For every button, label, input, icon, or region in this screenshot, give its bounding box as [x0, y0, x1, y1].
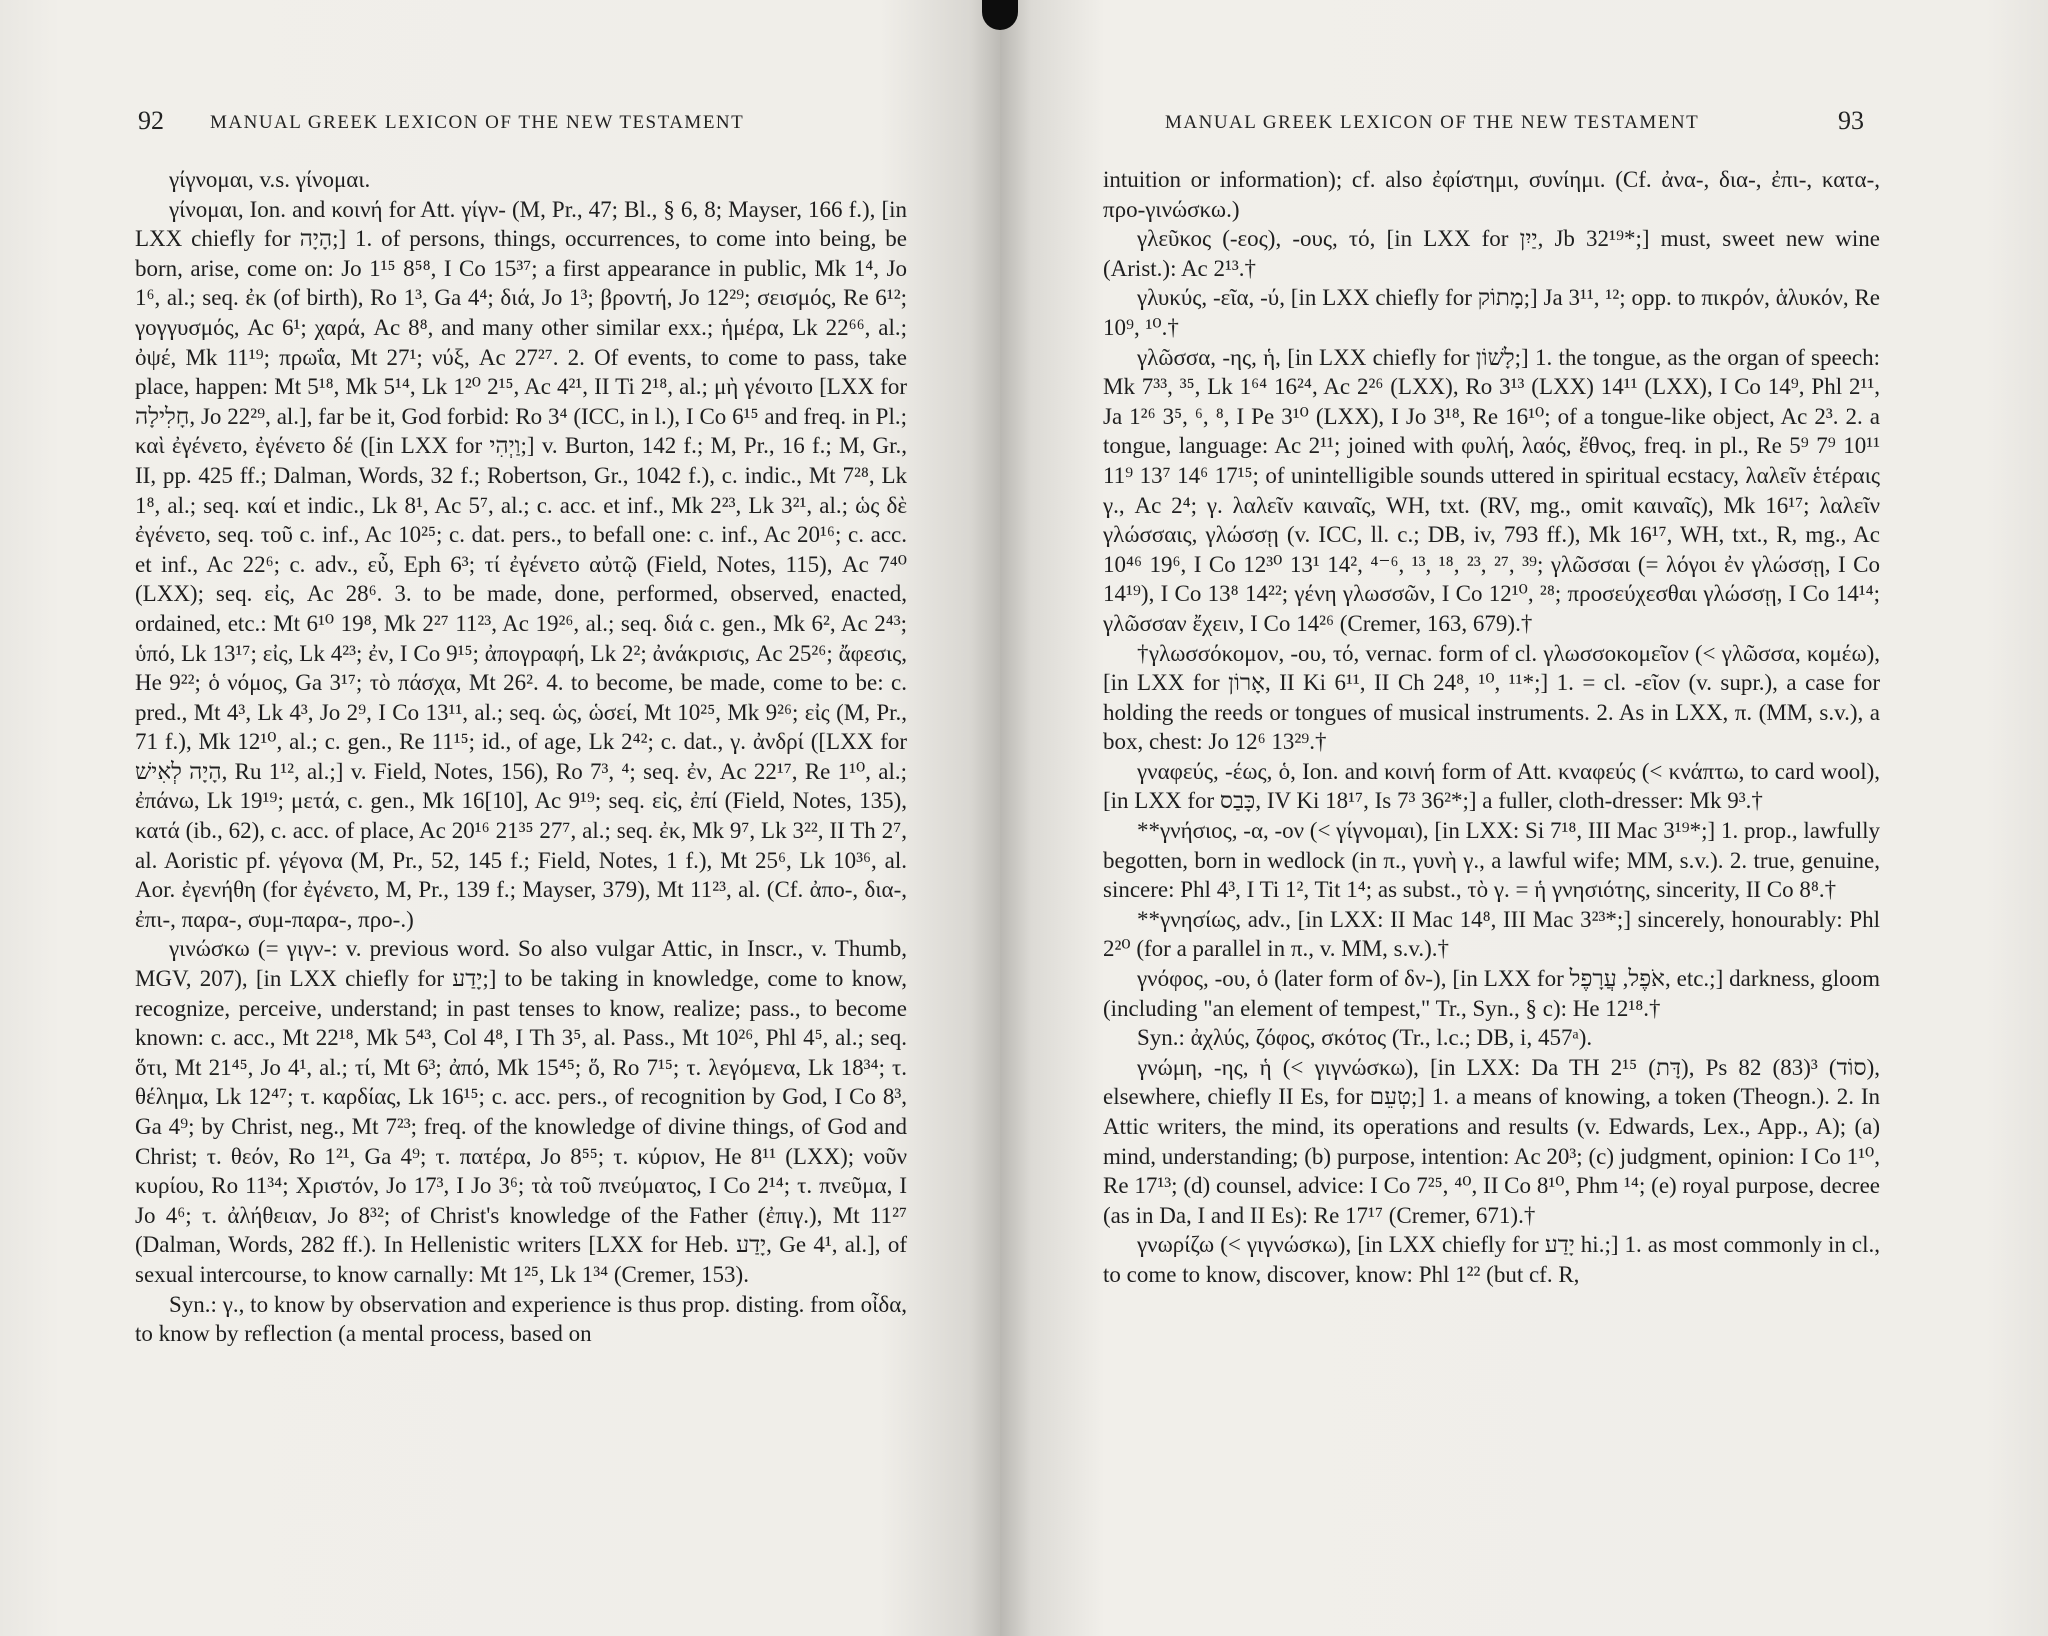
lexicon-entry: γνόφος, -ου, ὁ (later form of δν-), [in LXX for אֹפֶל, עֲרָפֶל, etc.;] darkness, gloom (including "an element of tempest," Tr., Syn., § c): He 12¹⁸.†: [1103, 966, 1881, 1021]
lexicon-entry: γνωρίζω (< γιγνώσκω), [in LXX chiefly for יָדַע hi.;] 1. as most commonly in cl., to come to know, discover, know: Phl 1²² (but cf. R,: [1103, 1232, 1880, 1287]
lexicon-entry-continued: intuition or information); cf. also ἐφίστημι, συνίημι. (Cf. ἀνα-, δια-, ἐπι-, κατα-, προ-γινώσκω.): [1103, 167, 1880, 222]
lexicon-entry: †γλωσσόκομον, -ου, τό, vernac. form of cl. γλωσσοκομεῖον (< γλῶσσα, κομέω), [in LXX for אָרוֹן, II Ki 6¹¹, II Ch 24⁸, ¹⁰, ¹¹*;] 1. = cl. -εῖον (v. supr.), a case for holding the reeds or tongues of musical instruments. 2. As in LXX, π. (MM, s.v.), a box, chest: Jo 12⁶ 13²⁹.†: [1103, 640, 1880, 755]
text-column: [135, 165, 907, 1349]
page-number: 93: [1838, 106, 1864, 135]
lexicon-entry: γλεῦκος (-εος), -ους, τό, [in LXX for יַיִן, Jb 32¹⁹*;] must, sweet new wine (Arist.): Ac 2¹³.†: [1103, 226, 1880, 281]
lexicon-entry: γίνομαι, Ion. and κοινή for Att. γίγν- (M, Pr., 47; Bl., § 6, 8; Mayser, 166 f.), [in LXX chiefly for הָיָה;] 1. of persons, things, occurrences, to come into being, be born, arise, come on: Jo 1¹⁵ 8⁵⁸, I Co 15³⁷; a first appearance in public, Mk 1⁴, Jo 1⁶, al.; seq. ἐκ (of birth), Ro 1³, Ga 4⁴; διά, Jo 1³; βροντή, Jo 12²⁹; σεισμός, Re 6¹²; γογγυσμός, Ac 6¹; χαρά, Ac 8⁸, and many other similar exx.; ἡμέρα, Lk 22⁶⁶, al.; ὀψέ, Mk 11¹⁹; πρωΐα, Mt 27¹; νύξ, Ac 27²⁷. 2. Of events, to come to pass, take place, happen: Mt 5¹⁸, Mk 5¹⁴, Lk 1²⁰ 2¹⁵, Ac 4²¹, II Ti 2¹⁸, al.; μὴ γένοιτο [LXX for חָלִילָה, Jo 22²⁹, al.], far be it, God forbid: Ro 3⁴ (ICC, in l.), I Co 6¹⁵ and freq. in Pl.; καὶ ἐγένετο, ἐγένετο δέ ([in LXX for וַיְהִי;] v. Burton, 142 f.; M, Pr., 16 f.; M, Gr., II, pp. 425 ff.; Dalman, Words, 32 f.; Robertson, Gr., 1042 f.), c. indic., Mt 7²⁸, Lk 1⁸, al.; seq. καί et indic., Lk 8¹, Ac 5⁷, al.; c. acc. et inf., Mk 2²³, Lk 3²¹, al.; ὡς δὲ ἐγένετο, seq. τοῦ c. inf., Ac 10²⁵; c. dat. pers., to befall one: c. inf., Ac 20¹⁶; c. acc. et inf., Ac 22⁶; c. adv., εὖ, Eph 6³; τί ἐγένετο αὐτῷ (Field, Notes, 115), Ac 7⁴⁰ (LXX); seq. εἰς, Ac 28⁶. 3. to be made, done, performed, observed, enacted, ordained, etc.: Mt 6¹⁰ 19⁸, Mk 2²⁷ 11²³, Ac 19²⁶, al.; seq. διά c. gen., Mk 6², Ac 2⁴³; ὑπό, Lk 13¹⁷; εἰς, Lk 4²³; ἐν, I Co 9¹⁵; ἀπογραφή, Lk 2²; ἀνάκρισις, Ac 25²⁶; ἄφεσις, He 9²²; ὁ νόμος, Ga 3¹⁷; τὸ πάσχα, Mt 26². 4. to become, be made, come to be: c. pred., Mt 4³, Lk 4³, Jo 2⁹, I Co 13¹¹, al.; seq. ὡς, ὡσεί, Mt 10²⁵, Mk 9²⁶; εἰς (M, Pr., 71 f.), Mk 12¹⁰, al.; c. gen., Re 11¹⁵; id., of age, Lk 2⁴²; c. dat., γ. ἀνδρί ([LXX for הָיָה לְאִישׁ, Ru 1¹², al.;] v. Field, Notes, 156), Ro 7³, ⁴; seq. ἐν, Ac 22¹⁷, Re 1¹⁰, al.; ἐπάνω, Lk 19¹⁹; μετά, c. gen., Mk 16[10], Ac 9¹⁹; seq. εἰς, ἐπί (Field, Notes, 135), κατά (ib., 62), c. acc. of place, Ac 20¹⁶ 21³⁵ 27⁷, al.; seq. ἐκ, Mk 9⁷, Lk 3²², II Th 2⁷, al. Aoristic pf. γέγονα (M, Pr., 52, 145 f.; Field, Notes, 1 f.), Mt 25⁶, Lk 10³⁶, al. Aor. ἐγενήθη (for ἐγένετο, M, Pr., 139 f.; Mayser, 379), Mt 11²³, al. (Cf. ἀπο-, δια-, ἐπι-, παρα-, συμ-παρα-, προ-.): [135, 196, 907, 932]
lexicon-entry: **γνησίως, adv., [in LXX: II Mac 14⁸, III Mac 3²³*;] sincerely, honourably: Phl 2²⁰ (for a parallel in π., v. MM, s.v.).†: [1103, 906, 1880, 962]
right-page: [1000, 0, 2048, 1636]
text-column: [1103, 165, 1880, 1290]
running-head: MANUAL GREEK LEXICON OF THE NEW TESTAMENT: [210, 112, 745, 133]
synonym-note: Syn.: ἀχλύς, ζόφος, σκότος (Tr., l.c.; DB, i, 457ᵃ).: [1137, 1025, 1593, 1051]
synonym-note: Syn.: γ., to know by observation and experience is thus prop. disting. from οἶδα, to know by reflection (a mental process, based on: [135, 1291, 907, 1347]
lexicon-entry: **γνήσιος, -α, -ον (< γίγνομαι), [in LXX: Si 7¹⁸, III Mac 3¹⁹*;] 1. prop., lawfully begotten, born in wedlock (in π., γυνὴ γ., a lawful wife; MM, s.v.). 2. true, genuine, sincere: Phl 4³, I Ti 1², Tit 1⁴; as subst., τὸ γ. = ἡ γνησιότης, sincerity, II Co 8⁸.†: [1103, 818, 1880, 903]
lexicon-entry: γναφεύς, -έως, ὁ, Ion. and κοινή form of Att. κναφεύς (< κνάπτω, to card wool), [in LXX for כָּבַס, IV Ki 18¹⁷, Is 7³ 36²*;] a fuller, cloth-dresser: Mk 9³.†: [1103, 758, 1880, 814]
lexicon-entry: γίγνομαι, v.s. γίνομαι.: [169, 167, 371, 192]
lexicon-entry: γλυκύς, -εῖα, -ύ, [in LXX chiefly for מָתוֹק;] Ja 3¹¹, ¹²; opp. to πικρόν, ἁλυκόν, Re 10⁹, ¹⁰.†: [1103, 285, 1881, 340]
running-head: MANUAL GREEK LEXICON OF THE NEW TESTAMENT: [1165, 112, 1700, 133]
lexicon-entry: γνώμη, -ης, ἡ (< γιγνώσκω), [in LXX: Da TH 2¹⁵ (דָּת), Ps 82 (83)³ (סוֹד), elsewhere, chiefly II Es, for טְעֵם;] 1. a means of knowing, a token (Theogn.). 2. In Attic writers, the mind, its operations and results (v. Edwards, Lex., App., A); (a) mind, understanding; (b) purpose, intention: Ac 20³; (c) judgment, opinion: I Co 1¹⁰, Re 17¹³; (d) counsel, advice: I Co 7²⁵, ⁴⁰, II Co 8¹⁰, Phm ¹⁴; (e) royal purpose, decree (as in Da, I and II Es): Re 17¹⁷ (Cremer, 671).†: [1103, 1054, 1881, 1228]
left-page: [0, 0, 1000, 1636]
page-number: 92: [138, 106, 164, 135]
lexicon-entry: γλῶσσα, -ης, ἡ, [in LXX chiefly for לָשׁוֹן;] 1. the tongue, as the organ of speech: Mk 7³³, ³⁵, Lk 1⁶⁴ 16²⁴, Ac 2²⁶ (LXX), Ro 3¹³ (LXX) 14¹¹ (LXX), I Co 14⁹, Phl 2¹¹, Ja 1²⁶ 3⁵, ⁶, ⁸, I Pe 3¹⁰ (LXX), I Jo 3¹⁸, Re 16¹⁰; of a tongue-like object, Ac 2³. 2. a tongue, language: Ac 2¹¹; joined with φυλή, λαός, ἔθνος, freq. in pl., Re 5⁹ 7⁹ 10¹¹ 11⁹ 13⁷ 14⁶ 17¹⁵; of unintelligible sounds uttered in spiritual ecstacy, λαλεῖν ἑτέραις γ., Ac 2⁴; γ. λαλεῖν καιναῖς, WH, txt. (RV, mg., omit καιναῖς), Mk 16¹⁷; λαλεῖν γλώσσαις, γλώσσῃ (v. ICC, ll. c.; DB, iv, 793 ff.), Mk 16¹⁷, WH, txt., R, mg., Ac 10⁴⁶ 19⁶, I Co 12³⁰ 13¹ 14², ⁴⁻⁶, ¹³, ¹⁸, ²³, ²⁷, ³⁹; γλῶσσαι (= λόγοι ἐν γλώσσῃ, I Co 14¹⁹), I Co 13⁸ 14²²; γένη γλωσσῶν, I Co 12¹⁰, ²⁸; προσεύχεσθαι γλώσσῃ, I Co 14¹⁴; γλῶσσαν ἔχειν, I Co 14²⁶ (Cremer, 163, 679).†: [1103, 344, 1880, 636]
lexicon-entry: γινώσκω (= γιγν-: v. previous word. So also vulgar Attic, in Inscr., v. Thumb, MGV, 207), [in LXX chiefly for יָדַע;] to be taking in knowledge, come to know, recognize, perceive, understand; in past tenses to know, realize; pass., to become known: c. acc., Mt 22¹⁸, Mk 5⁴³, Col 4⁸, I Th 3⁵, al. Pass., Mt 10²⁶, Phl 4⁵, al.; seq. ὅτι, Mt 21⁴⁵, Jo 4¹, al.; τί, Mt 6³; ἀπό, Mk 15⁴⁵; ὅ, Ro 7¹⁵; τ. λεγόμενα, Lk 18³⁴; τ. θέλημα, Lk 12⁴⁷; τ. καρδίας, Lk 16¹⁵; c. acc. pers., of recognition by God, I Co 8³, Ga 4⁹; by Christ, neg., Mt 7²³; freq. of the knowledge of divine things, of God and Christ; τ. θεόν, Ro 1²¹, Ga 4⁹; τ. πατέρα, Jo 8⁵⁵; τ. κύριον, He 8¹¹ (LXX); νοῦν κυρίου, Ro 11³⁴; Χριστόν, Jo 17³, I Jo 3⁶; τὰ τοῦ πνεύματος, I Co 2¹⁴; τ. πνεῦμα, I Jo 4⁶; τ. ἀλήθειαν, Jo 8³²; of Christ's knowledge of the Father (ἐπιγ.), Mt 11²⁷ (Dalman, Words, 282 ff.). In Hellenistic writers [LXX for Heb. יָדַע, Ge 4¹, al.], of sexual intercourse, to know carnally: Mt 1²⁵, Lk 1³⁴ (Cremer, 153).: [135, 936, 907, 1287]
